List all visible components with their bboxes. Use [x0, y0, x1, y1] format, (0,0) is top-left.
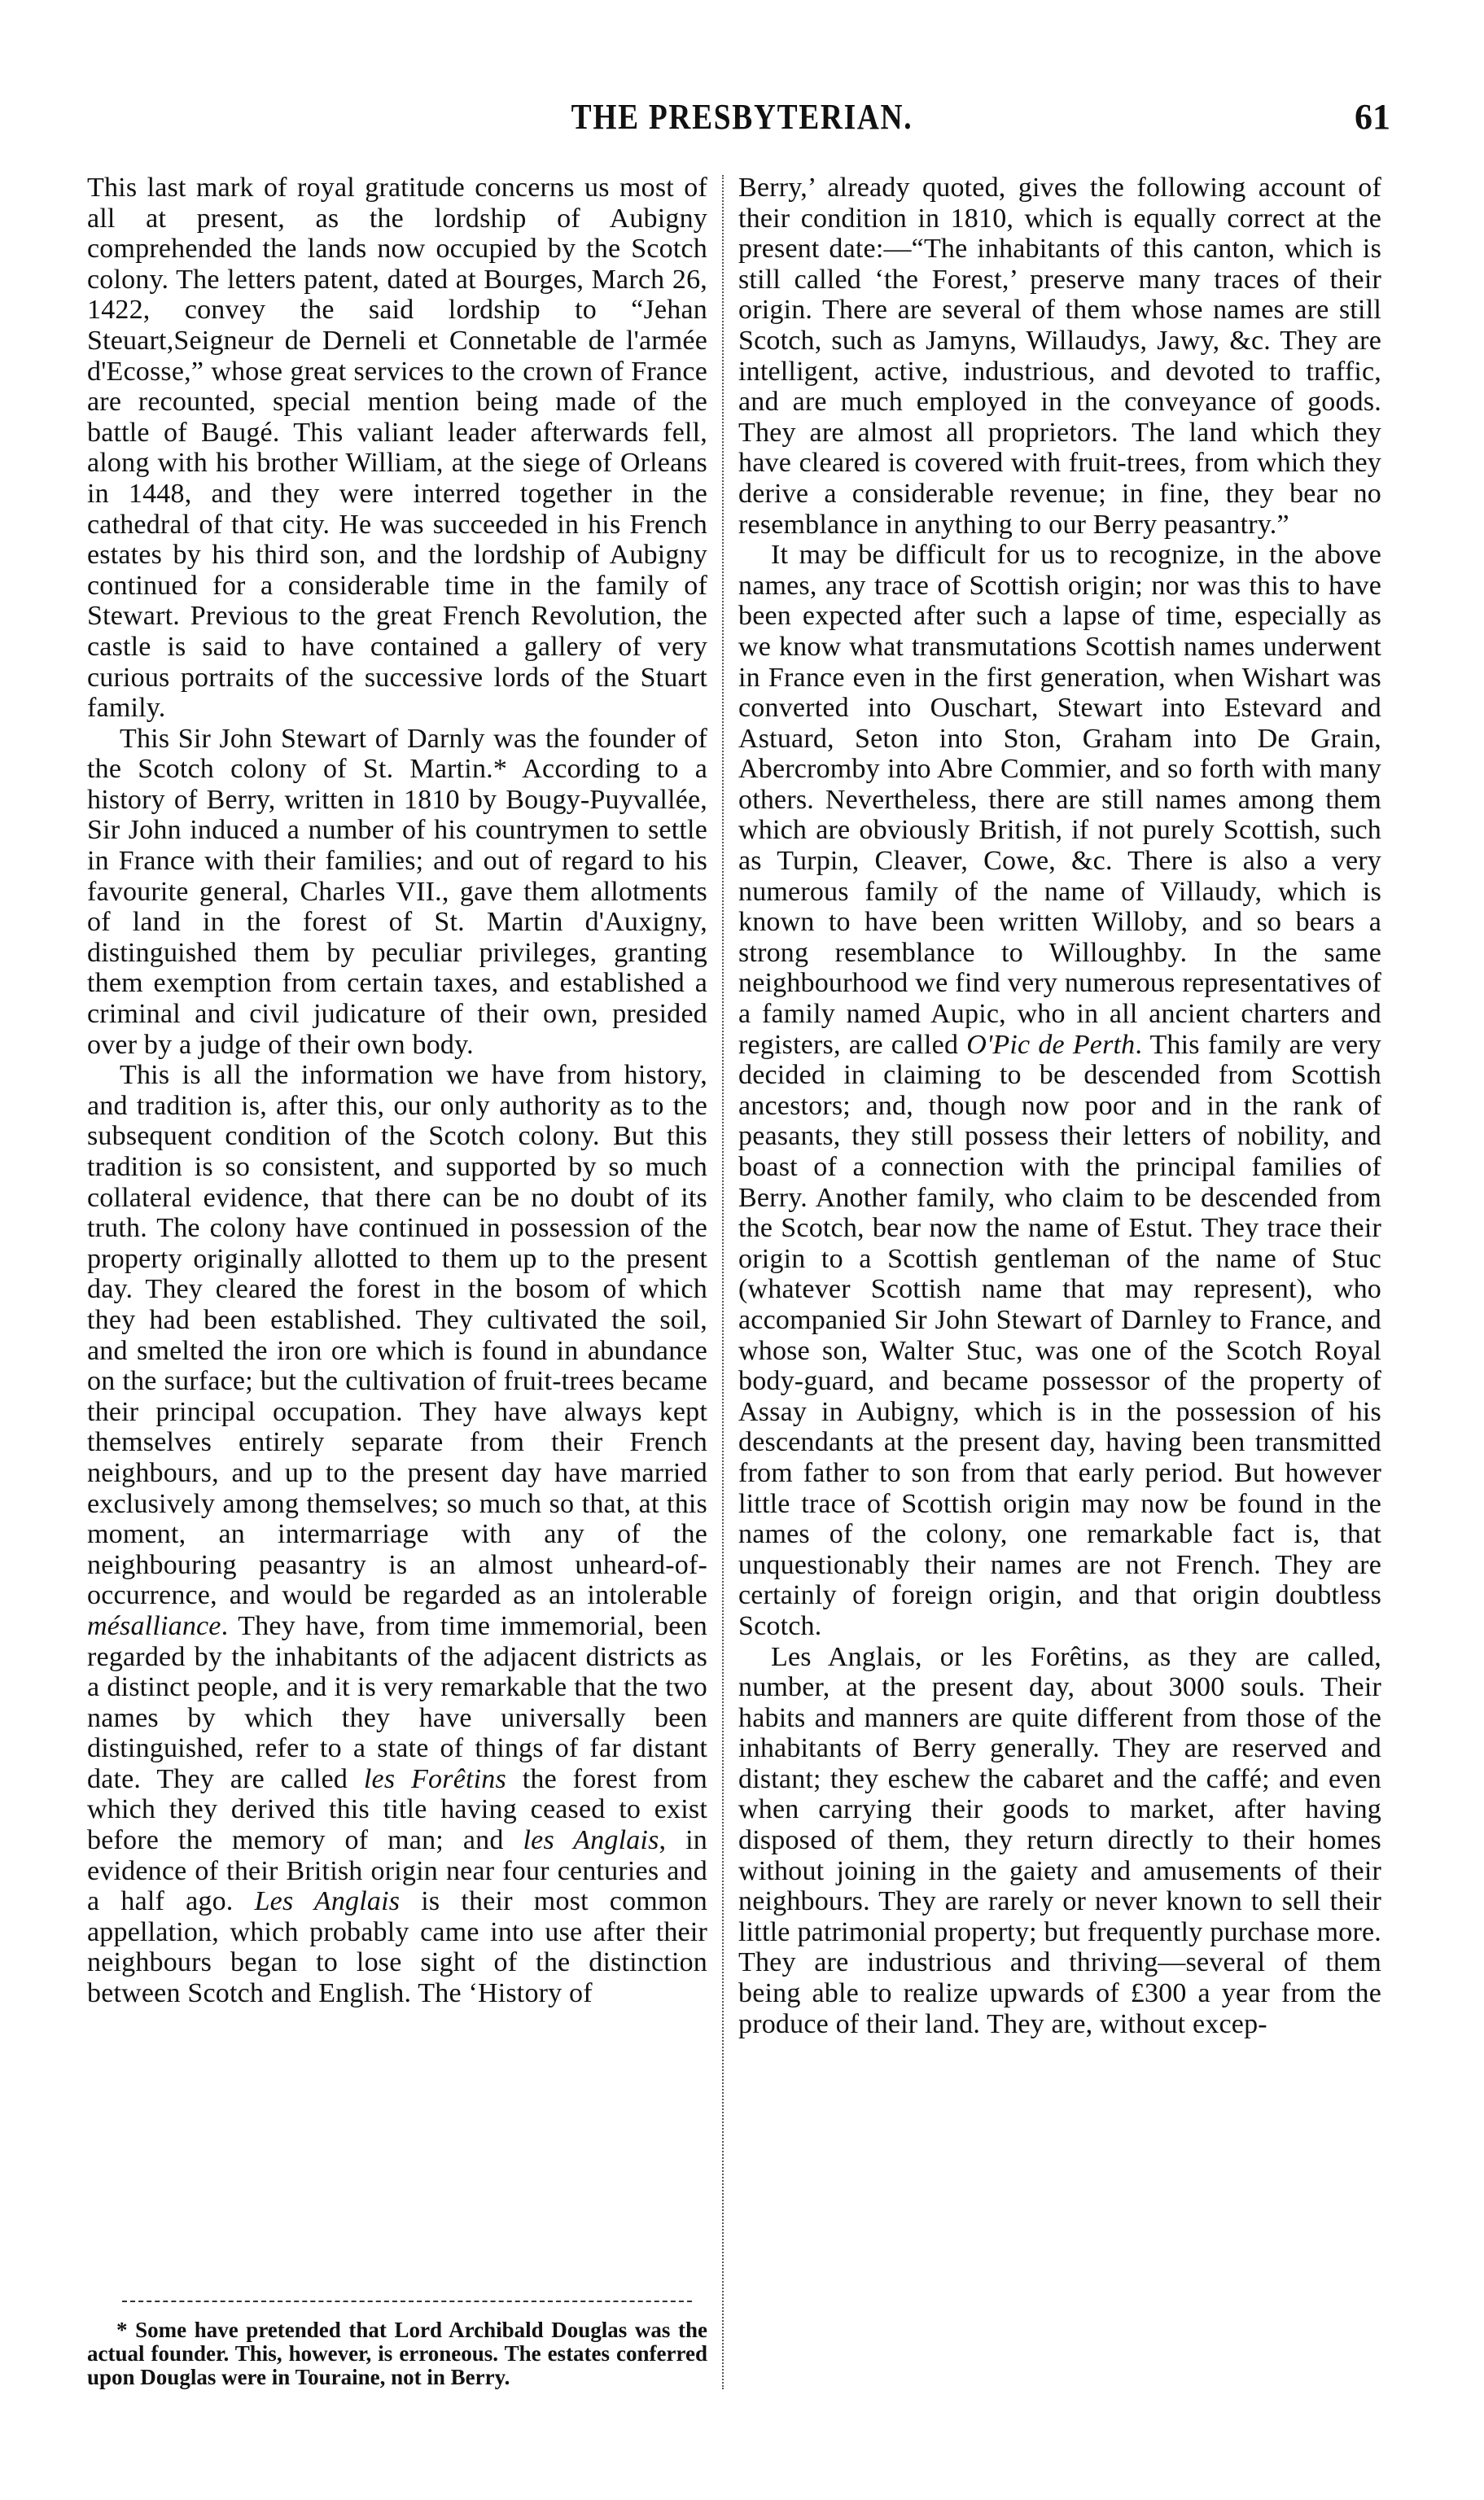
italic-term: Les Anglais — [254, 1886, 401, 1917]
footnote-text: * Some have pretended that Lord Archibald Douglas was the actual founder. This, however, is erroneous. The estates conferred upon Douglas were in Touraine, not in Berry. — [87, 2318, 707, 2389]
page-number: 61 — [1355, 97, 1390, 137]
paragraph: Berry,’ already quoted, gives the following account of their condition in 1810, which is equally correct at the present date:—“The inhabitants of this canton, which is still called ‘the Forest,’ preserve many traces of their origin. There are several of them whose names are still Scotch, such as Jamyns, Willaudys, Jawy, &c. They are intelligent, active, industrious, and devoted to traffic, and are much employed in the conveyance of goods. They are almost all proprietors. The land which they have cleared is covered with fruit-trees, from which they derive a considerable revenue; in fine, they bear no resemblance in anything to our Berry peasantry.” — [738, 173, 1381, 540]
paragraph: Les Anglais, or les Forêtins, as they are called, number, at the present day, about 3000 souls. Their habits and manners are quite different from those of the inhabitants of Berry generally. They are reserved and distant; they eschew the cabaret and the caffé; and even when carrying their goods to market, after having disposed of them, they return directly to their homes without joining in the gaiety and amusements of their neighbours. They are rarely or never known to sell their little patrimonial property; but frequently purchase more. They are industrious and thriving—several of them being able to realize upwards of £300 a year from the produce of their land. They are, without excep- — [738, 1641, 1381, 2039]
text: It may be difficult for us to recognize, in the above names, any trace of Scottish origin; nor was this to have been expected after such a lapse of time, especially as we know what transmutations Scottish names underwent in France even in the first generation, when Wishart was converted into Ouschart, Stewart into Estevard and Astuard, Seton into Ston, Graham into De Grain, Abercromby into Abre Commier, and so forth with many others. Nevertheless, there are still names among them which are obviously British, if not purely Scottish, such as Turpin, Cleaver, Cowe, &c. There is also a very numerous family of the name of Villaudy, which is known to have been written Willoby, and so bears a strong resemblance to Willoughby. In the same neighbourhood we find very numerous representatives of a family named Aupic, who in all ancient charters and registers, are called — [738, 540, 1381, 1060]
footnote-separator — [122, 2301, 692, 2302]
text: . They have, from time immemorial, been regarded by the inhabitants of the adjacent districts as a distinct people, and it is very remarkable that the two names by which they have universally been distinguished, refer to a state of things of far distant date. They are called — [87, 1610, 707, 1794]
text: is their most common appellation, which probably came into use after their neighbours began to lose sight of the distinction between Scotch and English. The ‘History of — [87, 1886, 707, 2009]
column-divider — [722, 175, 724, 2389]
text: This is all the information we have from history, and tradition is, after this, our only authority as to the subsequent condition of the Scotch colony. But this tradition is so consistent, and supported by so much collateral evidence, that there can be no doubt of its truth. The colony have continued in possession of the property originally allotted to them up to the present day. They cleared the forest in the bosom of which they had been established. They cultivated the soil, and smelted the iron ore which is found in abundance on the surface; but the cultivation of fruit-trees became their principal occupation. They have always kept themselves entirely separate from their French neighbours, and up to the present day have married exclusively among themselves; so much so that, at this moment, an intermarriage with any of the neighbouring peasantry is an almost unheard-of-occurrence, and would be regarded as an intolerable — [87, 1060, 707, 1611]
paragraph — [87, 1060, 707, 2008]
right-column — [738, 173, 1381, 2039]
paragraph: This last mark of royal gratitude concerns us most of all at present, as the lordship of Aubigny comprehended the lands now occupied by the Scotch colony. The letters patent, dated at Bourges, March 26, 1422, convey the said lordship to “Jehan Steuart,Seigneur de Derneli et Connetable de l'armée d'Ecosse,” whose great services to the crown of France are recounted, special mention being made of the battle of Baugé. This valiant leader afterwards fell, along with his brother William, at the siege of Orleans in 1448, and they were interred together in the cathedral of that city. He was succeeded in his French estates by his third son, and the lordship of Aubigny continued for a considerable time in the family of Stewart. Previous to the great French Revolution, the castle is said to have contained a gallery of very curious portraits of the successive lords of the Stuart family. — [87, 173, 707, 724]
page-header — [0, 96, 1484, 145]
italic-term: les Anglais — [523, 1825, 659, 1856]
paragraph: This Sir John Stewart of Darnly was the founder of the Scotch colony of St. Martin.* According to a history of Berry, written in 1810 by Bougy-Puyvallée, Sir John induced a number of his countrymen to settle in France with their families; and out of regard to his favourite general, Charles VII., gave them allotments of land in the forest of St. Martin d'Auxigny, distinguished them by peculiar privileges, granting them exemption from certain taxes, and established a criminal and civil judicature of their own, presided over by a judge of their own body. — [87, 723, 707, 1060]
italic-term: les Forêtins — [363, 1763, 506, 1794]
text: the forest from which they derived this title having ceased to exist before the memory of man; and — [87, 1763, 707, 1856]
paragraph — [738, 540, 1381, 1641]
footnote — [87, 2318, 707, 2389]
left-column — [87, 173, 707, 2009]
text: , in evidence of their British origin near four centuries and a half ago. — [87, 1825, 708, 1917]
italic-term: mésalliance — [87, 1610, 221, 1641]
italic-term: O'Pic de Perth — [966, 1029, 1136, 1060]
text: . This family are very decided in claiming to be descended from Scottish ancestors; and, though now poor and in the rank of peasants, they still possess their letters of nobility, and boast of a connection with the principal families of Berry. Another family, who claim to be descended from the Scotch, bear now the name of Estut. They trace their origin to a Scottish gentleman of the name of Stuc (whatever Scottish name that may represent), who accompanied Sir John Stewart of Darnley to France, and whose son, Walter Stuc, was one of the Scotch Royal body-guard, and became possessor of the property of Assay in Aubigny, which is in the possession of his descendants at the present day, having been transmitted from father to son from that early period. But however little trace of Scottish origin may now be found in the names of the colony, one remarkable fact is, that unquestionably their names are not French. They are certainly of foreign origin, and that origin doubtless Scotch. — [738, 1029, 1382, 1641]
publication-title: THE PRESBYTERIAN. — [571, 97, 913, 137]
